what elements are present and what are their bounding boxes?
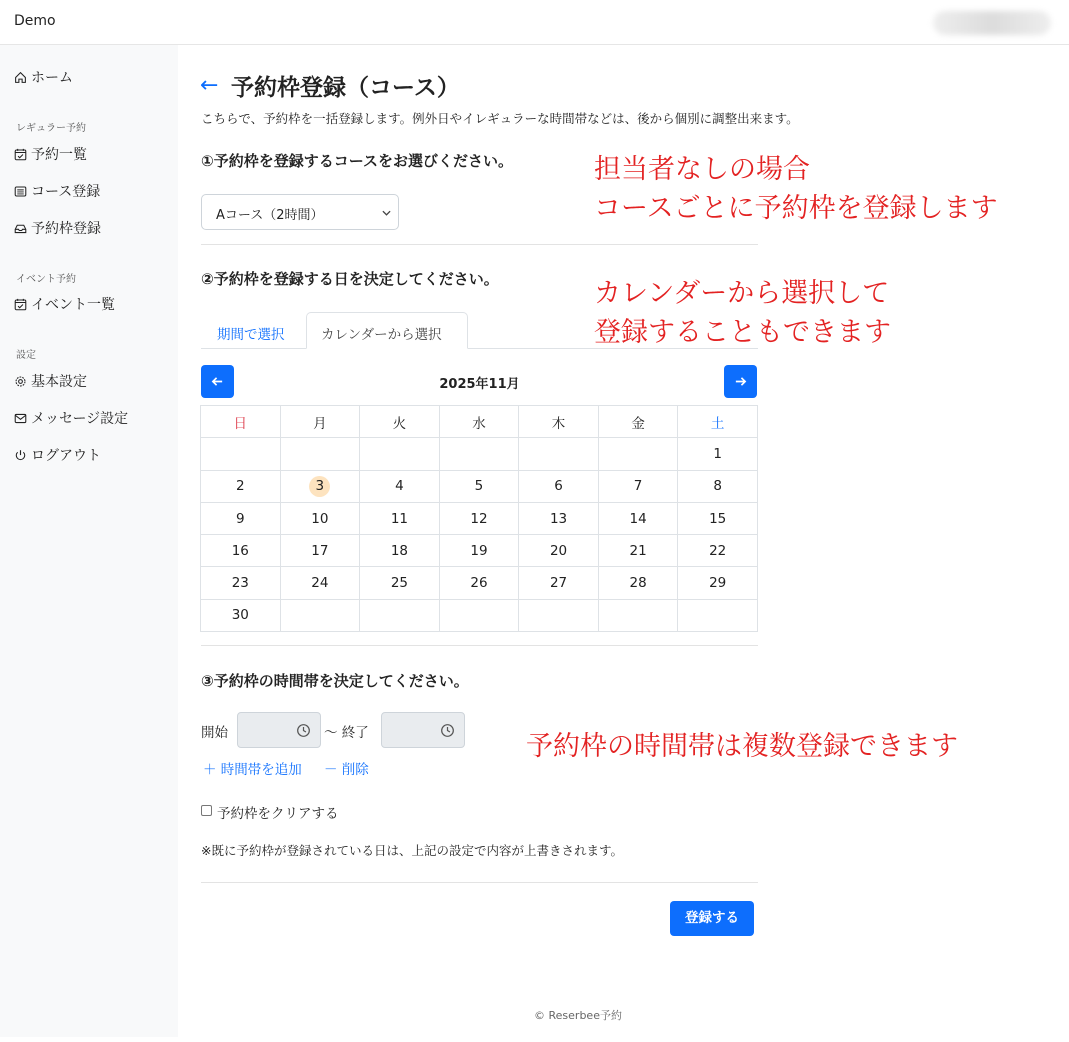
top-bar [0,0,1069,45]
calendar-day-cell[interactable] [280,470,360,502]
calendar-week-row [201,502,758,534]
calendar-day-number: 28 [629,575,647,592]
calendar-day-cell[interactable] [201,599,281,631]
annotation-text: 担当者なしの場合 [594,154,810,185]
calendar-day-number: 9 [235,510,245,527]
calendar-day-number: 23 [231,575,249,592]
sidebar-item-home[interactable] [14,66,73,88]
clock-icon [296,723,311,738]
clear-slots-checkbox[interactable] [201,805,212,816]
tab-calendar-select[interactable]: カレンダーから選択 [306,312,468,349]
calendar-day-cell[interactable] [280,535,360,567]
calendar-week-row [201,535,758,567]
calendar-weekday-row [201,406,758,438]
sidebar-item-label: メッセージ設定 [31,411,129,427]
section-label-regular: レギュラー予約 [16,123,86,134]
calendar-day-cell[interactable] [598,535,678,567]
back-arrow-icon[interactable]: ← [200,73,219,98]
divider [201,882,758,883]
calendar-day-cell[interactable] [439,567,519,599]
calendar-week-row [201,567,758,599]
calendar-empty-cell [280,438,360,470]
calendar-day-number: 12 [470,510,488,527]
calendar-week-row [201,470,758,502]
calendar-day-number: 16 [231,542,249,559]
calendar-day-cell[interactable] [201,502,281,534]
annotation-text: コースごとに予約枠を登録します [594,193,998,224]
sidebar [0,45,178,1037]
calendar-day-cell[interactable] [439,470,519,502]
weekday-header: 日 [201,406,281,438]
calendar-empty-cell [280,599,360,631]
sidebar-item-slot-register[interactable] [14,217,101,239]
add-time-slot-link[interactable]: ＋ 時間帯を追加 [203,762,302,778]
calendar-day-cell[interactable] [598,470,678,502]
calendar-day-cell[interactable] [360,502,440,534]
weekday-header: 月 [280,406,360,438]
sidebar-item-label: ログアウト [31,448,101,464]
calendar-day-cell[interactable] [201,567,281,599]
calendar-week-row [201,438,758,470]
calendar-day-cell[interactable] [519,567,599,599]
calendar-day-cell[interactable] [280,502,360,534]
clear-slots-label[interactable]: 予約枠をクリアする [217,806,339,822]
calendar-day-cell[interactable] [519,535,599,567]
calendar-month-label: 2025年11月 [439,377,520,392]
remove-time-slot-link[interactable]: － 削除 [324,762,369,778]
end-time-input[interactable] [381,712,465,748]
calendar-day-cell[interactable] [360,535,440,567]
calendar-day-cell[interactable] [360,470,440,502]
weekday-header: 土 [678,406,758,438]
calendar-empty-cell [678,599,758,631]
home-icon [14,71,27,84]
calendar-empty-cell [360,599,440,631]
calendar-day-number: 2 [235,478,245,495]
sidebar-item-logout[interactable] [14,444,101,466]
section-label-event: イベント予約 [16,274,76,285]
sidebar-item-label: 基本設定 [31,374,87,390]
sidebar-item-reservation-list[interactable] [14,143,87,165]
calendar-day-cell[interactable] [678,470,758,502]
power-icon [14,449,27,462]
weekday-header: 水 [439,406,519,438]
chevron-down-icon [382,209,391,217]
calendar-day-number: 7 [633,478,643,495]
start-time-label: 開始 [201,725,228,741]
calendar-day-number: 13 [549,510,568,527]
calendar-day-number: 21 [629,542,647,559]
calendar-empty-cell [519,599,599,631]
calendar-day-number: 15 [709,510,727,527]
annotation-text: 登録することもできます [594,317,891,348]
calendar-day-number: 18 [390,542,408,559]
sidebar-item-event-list[interactable] [14,293,115,315]
calendar-day-cell[interactable] [439,535,519,567]
weekday-header: 金 [598,406,678,438]
brand-name[interactable]: Demo [14,13,56,29]
sidebar-item-message-settings[interactable] [14,407,128,429]
annotation-text: カレンダーから選択して [594,278,890,309]
calendar-day-cell[interactable] [519,470,599,502]
calendar-day-number: 14 [629,510,647,527]
calendar-day-number: 30 [231,607,249,624]
user-menu-blurred[interactable] [933,11,1051,35]
envelope-icon [14,412,27,425]
page-description: こちらで、予約枠を一括登録します。例外日やイレギュラーな時間帯などは、後から個別に調整出来ます。 [201,111,799,126]
calendar-day-number: 10 [311,510,329,527]
calendar-day-cell[interactable] [201,470,281,502]
inbox-icon [14,222,27,235]
calendar-day-cell[interactable] [678,438,758,470]
overwrite-note: ※既に予約枠が登録されている日は、上記の設定で内容が上書きされます。 [201,843,623,858]
calendar-day-number: 1 [713,445,722,462]
calendar-day-cell[interactable] [280,567,360,599]
calendar-empty-cell [201,438,281,470]
page-title: 予約枠登録（コース） [231,75,460,101]
annotation-text: 予約枠の時間帯は複数登録できます [526,731,958,762]
calendar-empty-cell [519,438,599,470]
sidebar-item-label: 予約枠登録 [31,221,101,237]
divider [201,645,758,646]
start-time-input[interactable] [237,712,321,748]
calendar-empty-cell [598,438,678,470]
weekday-header: 火 [360,406,440,438]
arrow-right-icon [734,375,747,388]
calendar-day-cell[interactable] [678,502,758,534]
divider [201,244,758,245]
end-time-label: 〜 終了 [324,725,369,741]
sidebar-item-label: ホーム [31,70,73,86]
calendar-day-number: 4 [395,478,404,495]
calendar-day-cell[interactable] [598,567,678,599]
calendar-day-number: 11 [390,510,408,527]
calendar-day-number: 20 [549,542,568,559]
calendar-day-number: 25 [390,575,408,592]
calendar-empty-cell [360,438,440,470]
gear-icon [14,375,27,388]
calendar-grid [200,405,758,632]
clock-icon [440,723,455,738]
sidebar-item-basic-settings[interactable] [14,370,87,392]
footer-copyright: © Reserbee予約 [534,1009,622,1022]
calendar-empty-cell [439,599,519,631]
calendar-week-row [201,599,758,631]
calendar-day-number: 19 [470,542,488,559]
step1-title: ①予約枠を登録するコースをお選びください。 [201,152,513,170]
tab-period-select[interactable]: 期間で選択 [217,327,285,343]
calendar-day-cell[interactable] [678,567,758,599]
calendar-day-cell[interactable] [439,502,519,534]
calendar-day-number: 27 [549,575,568,592]
calendar-day-number: 3 [309,476,330,497]
calendar-day-cell[interactable] [519,502,599,534]
sidebar-item-course-register[interactable] [14,180,100,202]
calendar-check-icon [14,298,27,311]
calendar-day-number: 6 [554,478,563,495]
calendar-day-number: 26 [470,575,488,592]
sidebar-item-label: イベント一覧 [31,297,115,313]
weekday-header: 木 [519,406,599,438]
calendar-check-icon [14,148,27,161]
step3-title: ③予約枠の時間帯を決定してください。 [201,672,469,690]
calendar-day-number: 24 [311,575,329,592]
list-icon [14,185,27,198]
calendar-day-number: 22 [709,542,727,559]
sidebar-item-label: 予約一覧 [31,147,87,163]
course-select-value: Aコース（2時間） [216,208,324,223]
calendar-day-cell[interactable] [678,535,758,567]
step2-title: ②予約枠を登録する日を決定してください。 [201,270,499,288]
calendar-empty-cell [598,599,678,631]
calendar-day-cell[interactable] [598,502,678,534]
register-button[interactable]: 登録する [670,901,754,936]
sidebar-item-label: コース登録 [31,184,101,200]
calendar-day-number: 5 [474,478,484,495]
calendar-empty-cell [439,438,519,470]
course-select[interactable] [201,194,399,230]
calendar-day-cell[interactable] [360,567,440,599]
calendar-day-cell[interactable] [201,535,281,567]
calendar-day-number: 29 [709,575,727,592]
section-label-settings: 設定 [16,350,36,361]
calendar-day-number: 8 [713,478,722,495]
calendar-day-number: 17 [311,542,329,559]
next-month-button[interactable] [724,365,757,398]
